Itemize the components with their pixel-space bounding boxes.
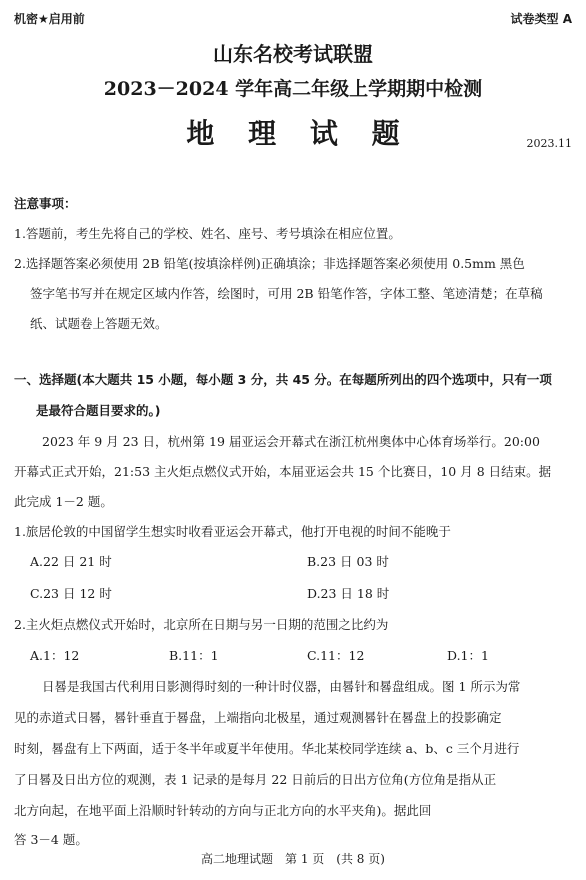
passage-2-line-4: 了日晷及日出方位的观测，表 1 记录的是每月 22 日前后的日出方位角(方位角是指从正 <box>14 772 497 787</box>
organization-title: 山东名校考试联盟 <box>213 42 373 66</box>
question-2-option-b: B.11：1 <box>169 648 219 663</box>
passage-2-line-3: 时刻，晷盘有上下两面，适于冬半年或夏半年使用。华北某校同学连续 a、b、c 三个月进行 <box>14 741 520 756</box>
passage-2-line-6: 答 3－4 题。 <box>14 832 88 847</box>
notice-item-2-line-1: 2.选择题答案必须使用 2B 铅笔(按填涂样例)正确填涂；非选择题答案必须使用 0.5mm 黑色 <box>14 256 525 271</box>
notice-heading: 注意事项： <box>14 196 77 211</box>
confidential-label: 机密★启用前 <box>14 12 85 26</box>
question-1-option-d: D.23 日 18 时 <box>307 586 390 601</box>
exam-title: 2023－2024 学年高二年级上学期期中检测 <box>103 78 483 100</box>
notice-item-2-line-2: 签字笔书写并在规定区域内作答，绘图时，可用 2B 铅笔作答，字体工整、笔迹清楚；在草稿 <box>30 286 543 301</box>
exam-date: 2023.11 <box>526 137 572 150</box>
notice-item-2-line-3: 纸、试题卷上答题无效。 <box>30 316 168 331</box>
question-2-option-c: C.11：12 <box>307 648 365 663</box>
question-2-option-d: D.1：1 <box>447 648 489 663</box>
question-1-stem: 1.旅居伦敦的中国留学生想实时收看亚运会开幕式，他打开电视的时间不能晚于 <box>14 524 451 539</box>
question-2-stem: 2.主火炬点燃仪式开始时，北京所在日期与另一日期的范围之比约为 <box>14 617 389 632</box>
section-1-heading-line-1: 一、选择题(本大题共 15 小题，每小题 3 分，共 45 分。在每题所列出的四个选项中，只有一项 <box>14 372 552 387</box>
question-1-option-b: B.23 日 03 时 <box>307 554 389 569</box>
passage-2-line-5: 北方向起，在地平面上沿顺时针转动的方向与正北方向的水平夹角)。据此回 <box>14 803 432 818</box>
passage-1-line-1: 2023 年 9 月 23 日，杭州第 19 届亚运会开幕式在浙江杭州奥体中心体育场举行。20:00 <box>42 434 540 449</box>
paper-type-label: 试卷类型 A <box>510 12 572 26</box>
notice-item-1: 1.答题前，考生先将自己的学校、姓名、座号、考号填涂在相应位置。 <box>14 226 401 241</box>
question-1-option-a: A.22 日 21 时 <box>30 554 112 569</box>
subject-title: 地 理 试 题 <box>186 117 412 150</box>
page-footer: 高二地理试题 第 1 页 (共 8 页) <box>201 852 385 866</box>
section-1-heading-line-2: 是最符合题目要求的。) <box>36 403 161 418</box>
passage-1-line-3: 此完成 1－2 题。 <box>14 494 113 509</box>
question-2-option-a: A.1：12 <box>30 648 80 663</box>
question-1-option-c: C.23 日 12 时 <box>30 586 112 601</box>
passage-2-line-2: 见的赤道式日晷，晷针垂直于晷盘，上端指向北极星，通过观测晷针在晷盘上的投影确定 <box>14 710 502 725</box>
passage-2-line-1: 日晷是我国古代利用日影测得时刻的一种计时仪器，由晷针和晷盘组成。图 1 所示为常 <box>42 679 521 694</box>
passage-1-line-2: 开幕式正式开始，21:53 主火炬点燃仪式开始，本届亚运会共 15 个比赛日，10 月 8 日结束。据 <box>14 464 552 479</box>
